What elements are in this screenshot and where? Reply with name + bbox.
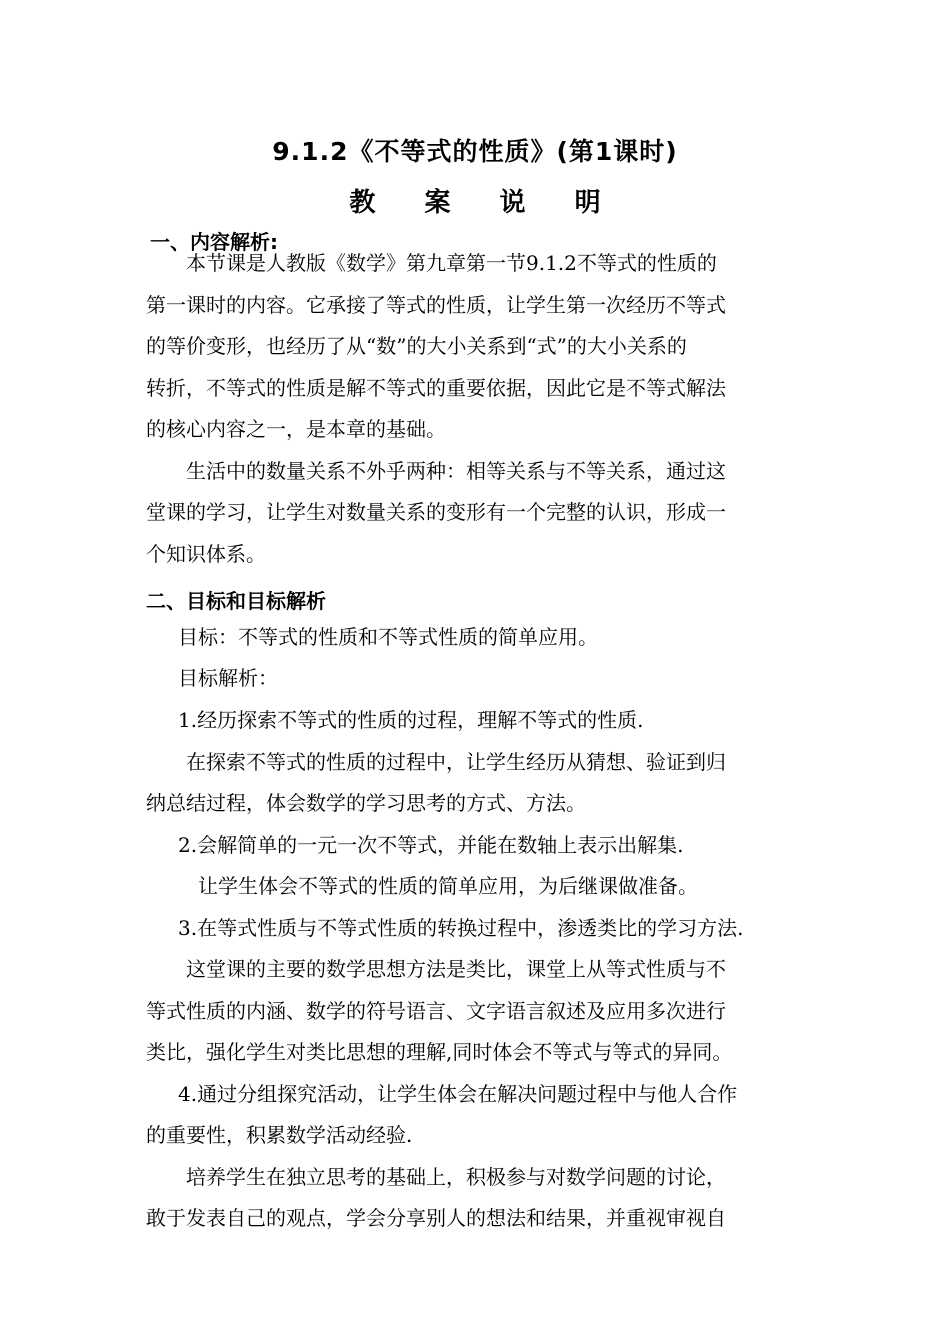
goal-analysis-label: 目标解析： xyxy=(178,666,278,690)
goal-line: 目标：不等式的性质和不等式性质的简单应用。 xyxy=(178,625,598,649)
paragraph-line: 生活中的数量关系不外乎两种：相等关系与不等关系，通过这 xyxy=(186,459,726,483)
paragraph-line: 堂课的学习，让学生对数量关系的变形有一个完整的认识，形成一 xyxy=(146,500,726,524)
paragraph-line: 这堂课的主要的数学思想方法是类比，课堂上从等式性质与不 xyxy=(186,957,726,981)
goal-item-3: 3.在等式性质与不等式性质的转换过程中，渗透类比的学习方法. xyxy=(178,916,744,940)
paragraph-line: 敢于发表自己的观点，学会分享别人的想法和结果，并重视审视自 xyxy=(146,1206,726,1230)
paragraph-line: 类比，强化学生对类比思想的理解,同时体会不等式与等式的异同。 xyxy=(146,1040,733,1064)
paragraph-line: 转折，不等式的性质是解不等式的重要依据，因此它是不等式解法 xyxy=(146,376,726,400)
document-title: 9.1.2《不等式的性质》(第1课时) xyxy=(272,137,678,166)
document-subtitle: 教 案 说 明 xyxy=(349,188,621,218)
paragraph-line: 让学生体会不等式的性质的简单应用，为后继课做准备。 xyxy=(198,874,698,898)
section-heading-goals: 二、目标和目标解析 xyxy=(146,589,326,613)
paragraph-line: 的核心内容之一，是本章的基础。 xyxy=(146,417,446,441)
paragraph-line: 等式性质的内涵、数学的符号语言、文字语言叙述及应用多次进行 xyxy=(146,999,726,1023)
paragraph-line: 本节课是人教版《数学》第九章第一节9.1.2不等式的性质的 xyxy=(186,251,717,275)
section-heading-content-analysis: 一、内容解析: xyxy=(150,230,278,254)
paragraph-line: 个知识体系。 xyxy=(146,542,266,566)
paragraph-line: 的重要性，积累数学活动经验. xyxy=(146,1123,413,1147)
paragraph-line: 的等价变形，也经历了从“数”的大小关系到“式”的大小关系的 xyxy=(146,334,687,358)
paragraph-line: 纳总结过程，体会数学的学习思考的方式、方法。 xyxy=(146,791,586,815)
paragraph-line: 在探索不等式的性质的过程中，让学生经历从猜想、验证到归 xyxy=(186,750,726,774)
goal-item-1: 1.经历探索不等式的性质的过程，理解不等式的性质. xyxy=(178,708,644,732)
paragraph-line: 培养学生在独立思考的基础上，积极参与对数学问题的讨论， xyxy=(186,1165,726,1189)
goal-item-4: 4.通过分组探究活动，让学生体会在解决问题过程中与他人合作 xyxy=(178,1082,738,1106)
goal-item-2: 2.会解简单的一元一次不等式，并能在数轴上表示出解集. xyxy=(178,833,684,857)
paragraph-line: 第一课时的内容。它承接了等式的性质，让学生第一次经历不等式 xyxy=(146,293,726,317)
